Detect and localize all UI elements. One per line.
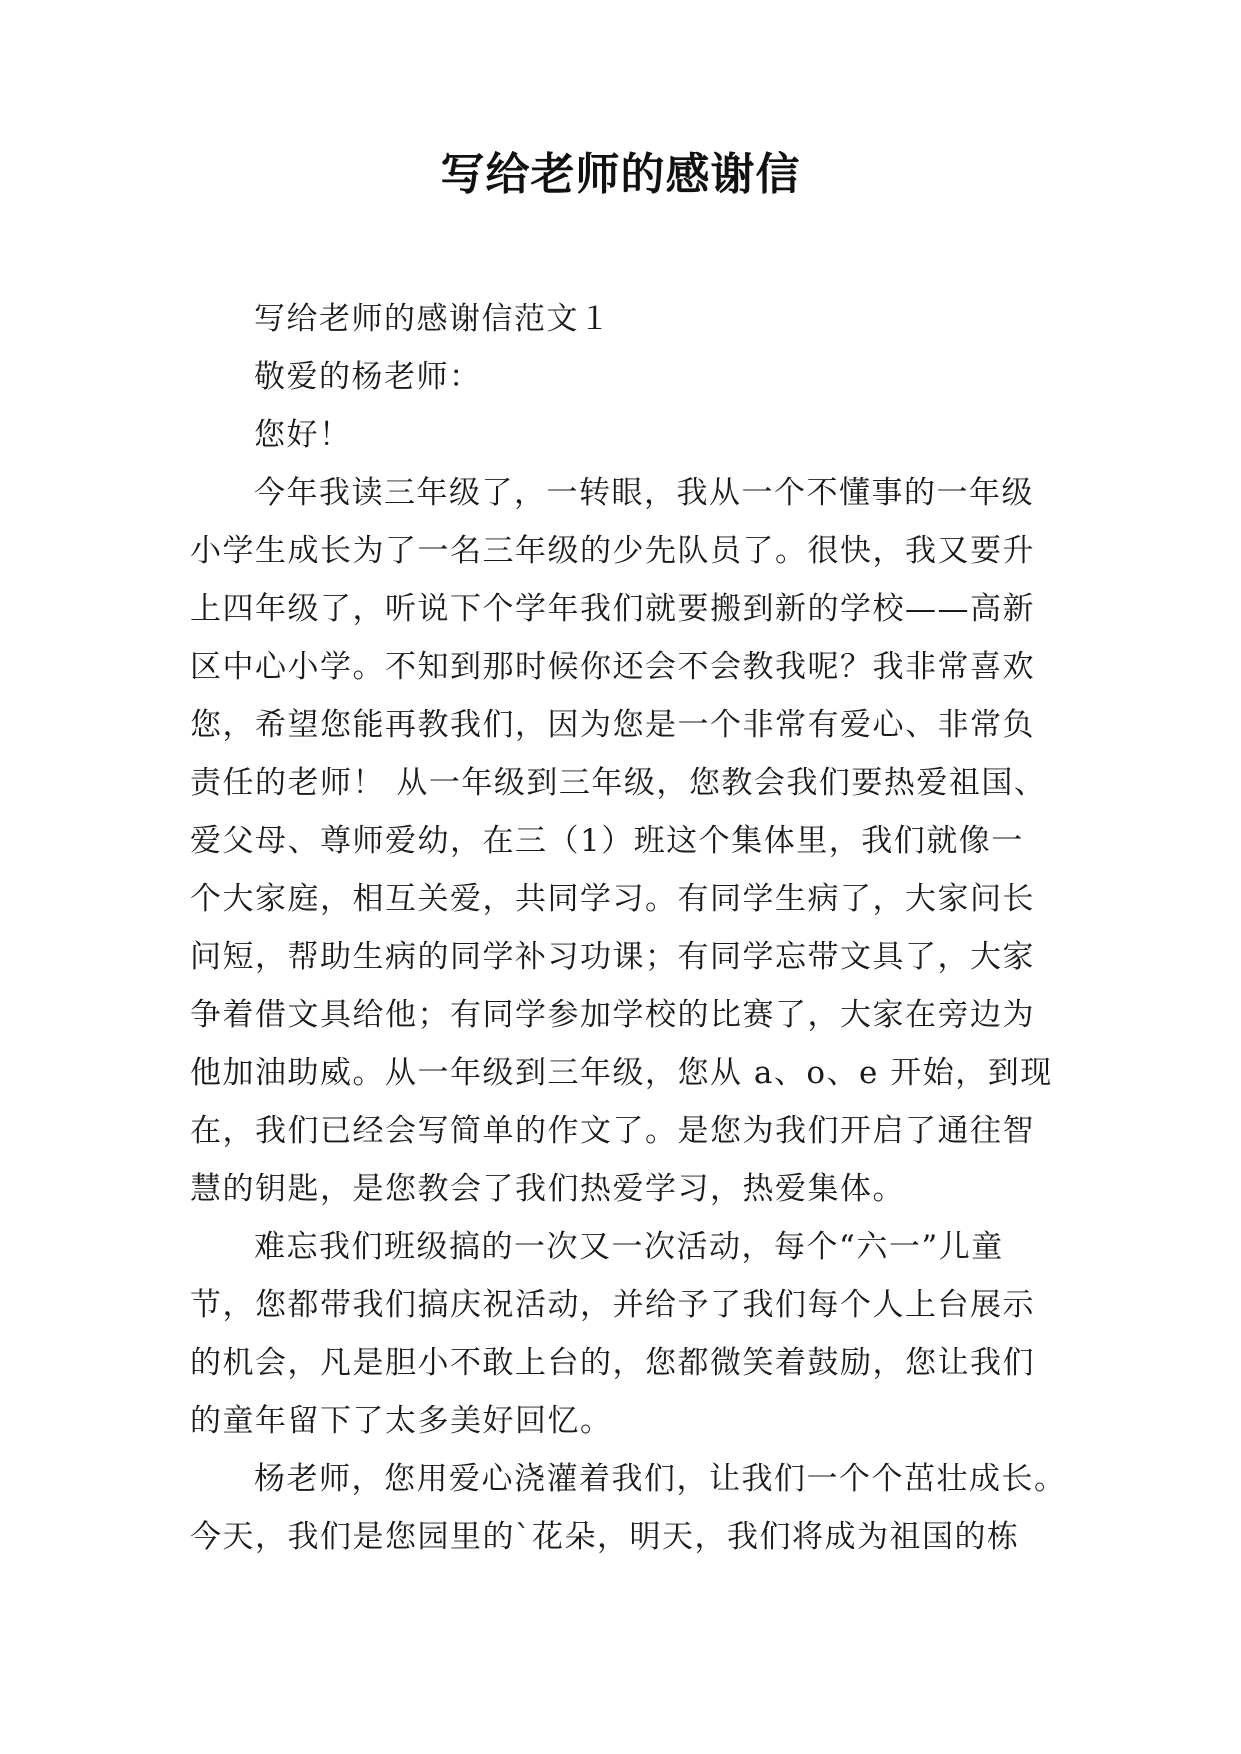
text-line: 敬爱的杨老师：	[254, 359, 482, 395]
text-line: 小学生成长为了一名三年级的少先队员了。很快，我又要升	[190, 533, 1035, 569]
text-line: 的童年留下了太多美好回忆。	[190, 1403, 613, 1439]
text-line: 他加油助威。从一年级到三年级，您从 a、o、e 开始，到现	[190, 1055, 1053, 1091]
text-line: 的机会，凡是胆小不敢上台的，您都微笑着鼓励，您让我们	[190, 1345, 1035, 1381]
document-body	[190, 290, 1067, 1566]
text-line: 责任的老师！ 从一年级到三年级，您教会我们要热爱祖国、	[190, 765, 1047, 801]
text-line: 今天，我们是您园里的`花朵，明天，我们将成为祖国的栋	[190, 1519, 1020, 1555]
text-line: 区中心小学。不知到那时候你还会不会教我呢？我非常喜欢	[190, 649, 1035, 685]
text-line: 个大家庭，相互关爱，共同学习。有同学生病了，大家问长	[190, 881, 1035, 917]
text-line: 上四年级了，听说下个学年我们就要搬到新的学校——高新	[190, 591, 1035, 627]
text-line: 在，我们已经会写简单的作文了。是您为我们开启了通往智	[190, 1113, 1035, 1149]
text-line: 问短，帮助生病的同学补习功课；有同学忘带文具了，大家	[190, 939, 1035, 975]
text-line: 争着借文具给他；有同学参加学校的比赛了，大家在旁边为	[190, 997, 1035, 1033]
text-line: 慧的钥匙，是您教会了我们热爱学习，热爱集体。	[190, 1171, 905, 1207]
text-line: 杨老师，您用爱心浇灌着我们，让我们一个个茁壮成长。	[254, 1461, 1067, 1497]
text-line: 您，希望您能再教我们，因为您是一个非常有爱心、非常负	[190, 707, 1035, 743]
document-title: 写给老师的感谢信	[440, 149, 801, 200]
text-line: 今年我读三年级了，一转眼，我从一个不懂事的一年级	[254, 475, 1034, 511]
text-line: 您好！	[254, 417, 352, 453]
text-line: 节，您都带我们搞庆祝活动，并给予了我们每个人上台展示	[190, 1287, 1035, 1323]
text-line: 写给老师的感谢信范文１	[254, 301, 612, 337]
text-line: 爱父母、尊师爱幼，在三（1）班这个集体里，我们就像一	[190, 823, 1024, 859]
text-line: 难忘我们班级搞的一次又一次活动，每个“六一”儿童	[254, 1229, 1004, 1265]
